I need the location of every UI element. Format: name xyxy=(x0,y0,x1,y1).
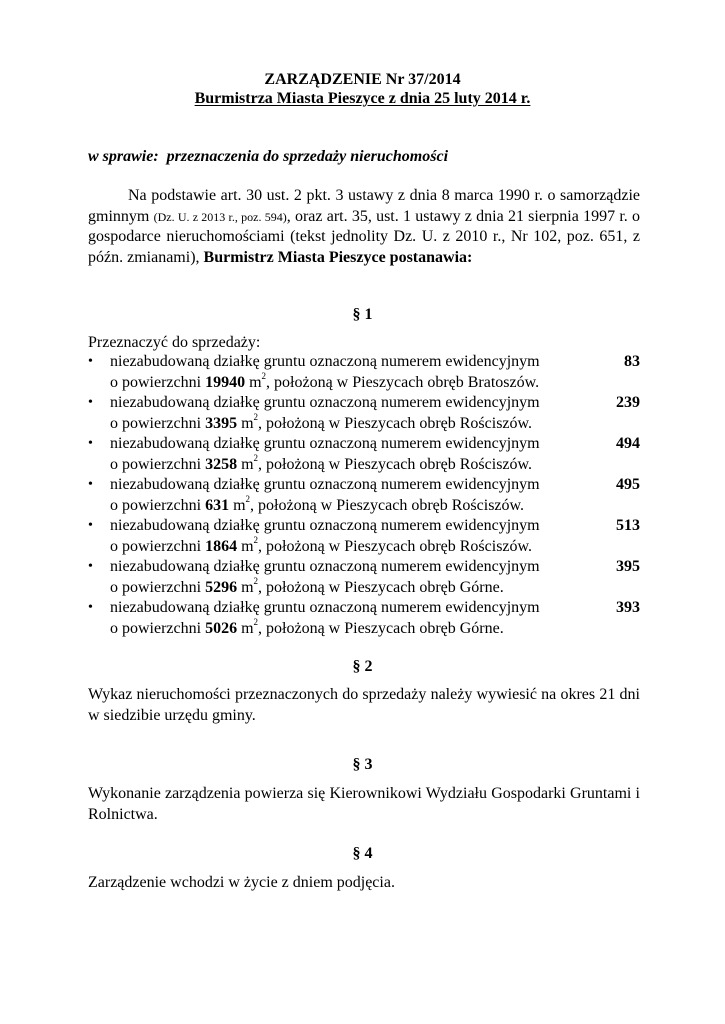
plot-area-unit-sup: 2 xyxy=(253,535,259,546)
bullet-icon: • xyxy=(88,559,93,574)
plot-area: 3258 xyxy=(205,455,238,473)
plot-item-prefix: niezabudowaną działkę gruntu oznaczoną numerem ewidencyjnym xyxy=(110,394,540,411)
plot-location-prefix: , położoną w Pieszycach obręb xyxy=(258,455,456,473)
plot-area-prefix: o powierzchni xyxy=(110,496,202,514)
plot-number: 393 xyxy=(616,599,640,616)
plot-area-unit-sup: 2 xyxy=(253,617,259,628)
plot-area-unit: m xyxy=(241,578,254,596)
plot-area-prefix: o powierzchni xyxy=(110,537,202,555)
plot-district: Rościszów. xyxy=(459,455,533,473)
plot-area: 3395 xyxy=(205,414,238,432)
plot-area-unit-sup: 2 xyxy=(253,576,259,587)
plot-item xyxy=(88,516,640,557)
section-2-heading: § 2 xyxy=(352,658,373,675)
plot-area-unit: m xyxy=(249,373,262,391)
plot-location-prefix: , położoną w Pieszycach obręb xyxy=(250,496,448,514)
plot-district: Rościszów. xyxy=(451,496,525,514)
plot-area-unit-sup: 2 xyxy=(245,494,251,505)
plot-item xyxy=(88,557,640,598)
plot-item xyxy=(88,352,640,393)
plot-area-unit: m xyxy=(241,619,254,637)
plot-area-prefix: o powierzchni xyxy=(110,414,202,432)
plot-area-prefix: o powierzchni xyxy=(110,455,202,473)
plot-area-prefix: o powierzchni xyxy=(110,578,202,596)
document-title: ZARZĄDZENIE Nr 37/2014 xyxy=(264,71,461,88)
preamble-part2: , oraz art. 35, ust. 1 ustawy z dnia 21 sierpnia 1997 r. o gospodarce nieruchomościami (tekst jednolity Dz. U. z 2010 r., Nr 102, poz. 651, z późn. zmianami), xyxy=(88,207,641,266)
bullet-icon: • xyxy=(88,600,93,615)
plot-area-prefix: o powierzchni xyxy=(110,373,202,391)
plot-district: Rościszów. xyxy=(459,414,533,432)
bullet-icon: • xyxy=(88,395,93,410)
section-2-text: Wykaz nieruchomości przeznaczonych do sprzedaży należy wywiesić na okres 21 dni w siedzibie urzędu gminy. xyxy=(88,686,640,724)
plot-item xyxy=(88,598,640,639)
plot-area-unit: m xyxy=(233,496,246,514)
plot-location-prefix: , położoną w Pieszycach obręb xyxy=(258,414,456,432)
preamble-part1: Na podstawie art. 30 ust. 2 pkt. 3 ustawy z dnia 8 marca 1990 r. o samorządzie gminnym xyxy=(88,187,640,225)
plot-item xyxy=(88,475,640,516)
section-3-heading: § 3 xyxy=(352,756,373,773)
plot-list xyxy=(88,352,640,639)
plot-item-prefix: niezabudowaną działkę gruntu oznaczoną numerem ewidencyjnym xyxy=(110,476,540,493)
plot-area-unit: m xyxy=(241,537,254,555)
plot-area: 1864 xyxy=(205,537,238,555)
plot-area-unit: m xyxy=(241,414,254,432)
plot-area: 5296 xyxy=(205,578,238,596)
plot-area-unit-sup: 2 xyxy=(253,412,259,423)
plot-item xyxy=(88,393,640,434)
bullet-icon: • xyxy=(88,436,93,451)
plot-area-unit-sup: 2 xyxy=(253,453,259,464)
plot-area-unit-sup: 2 xyxy=(261,371,267,382)
plot-location-prefix: , położoną w Pieszycach obręb xyxy=(258,578,456,596)
plot-item-prefix: niezabudowaną działkę gruntu oznaczoną numerem ewidencyjnym xyxy=(110,517,540,534)
preamble-reference: (Dz. U. z 2013 r., poz. 594) xyxy=(153,209,287,224)
plot-item-prefix: niezabudowaną działkę gruntu oznaczoną numerem ewidencyjnym xyxy=(110,353,540,370)
plot-number: 395 xyxy=(616,558,640,575)
section-1-heading: § 1 xyxy=(352,306,373,323)
plot-location-prefix: , położoną w Pieszycach obręb xyxy=(266,373,464,391)
plot-number: 83 xyxy=(624,353,640,370)
plot-district: Bratoszów. xyxy=(467,373,540,391)
plot-number: 494 xyxy=(616,435,640,452)
bullet-icon: • xyxy=(88,518,93,533)
preamble xyxy=(88,186,640,268)
plot-number: 239 xyxy=(616,394,640,411)
plot-item xyxy=(88,434,640,475)
plot-district: Górne. xyxy=(459,578,504,596)
plot-number: 495 xyxy=(616,476,640,493)
document-subtitle xyxy=(0,89,725,108)
preamble-decision: Burmistrz Miasta Pieszyce postanawia: xyxy=(203,248,473,266)
plot-district: Górne. xyxy=(459,619,504,637)
bullet-icon: • xyxy=(88,354,93,369)
subject-line: w sprawie: przeznaczenia do sprzedaży nieruchomości xyxy=(88,148,449,165)
section-4-heading: § 4 xyxy=(352,845,373,862)
plot-item-prefix: niezabudowaną działkę gruntu oznaczoną numerem ewidencyjnym xyxy=(110,599,540,616)
section-3-text: Wykonanie zarządzenia powierza się Kierownikowi Wydziału Gospodarki Gruntami i Rolnictwa. xyxy=(88,785,640,823)
plot-area: 631 xyxy=(205,496,230,514)
section-1-intro: Przeznaczyć do sprzedaży: xyxy=(88,334,261,351)
plot-area-unit: m xyxy=(241,455,254,473)
plot-item-prefix: niezabudowaną działkę gruntu oznaczoną numerem ewidencyjnym xyxy=(110,435,540,452)
plot-location-prefix: , położoną w Pieszycach obręb xyxy=(258,537,456,555)
plot-area-prefix: o powierzchni xyxy=(110,619,202,637)
plot-item-prefix: niezabudowaną działkę gruntu oznaczoną numerem ewidencyjnym xyxy=(110,558,540,575)
plot-area: 5026 xyxy=(205,619,238,637)
bullet-icon: • xyxy=(88,477,93,492)
document-subtitle-text: Burmistrza Miasta Pieszyce z dnia 25 luty 2014 r. xyxy=(194,90,531,107)
plot-area: 19940 xyxy=(205,373,246,391)
plot-number: 513 xyxy=(616,517,640,534)
section-4-text: Zarządzenie wchodzi w życie z dniem podjęcia. xyxy=(88,874,395,891)
plot-district: Rościszów. xyxy=(459,537,533,555)
plot-location-prefix: , położoną w Pieszycach obręb xyxy=(258,619,456,637)
